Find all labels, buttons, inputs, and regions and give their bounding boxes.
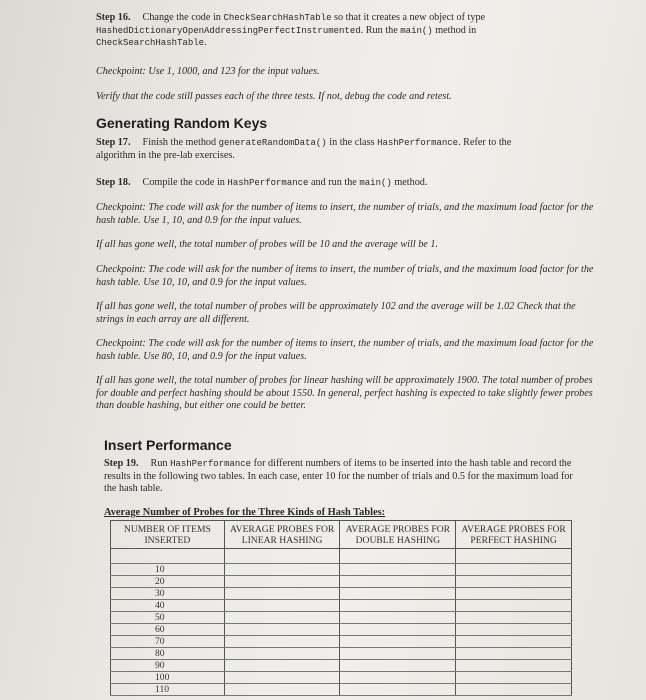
- perfect-cell[interactable]: [456, 576, 572, 588]
- double-cell[interactable]: [340, 660, 456, 672]
- table-row: [111, 660, 572, 672]
- table-header-row: [111, 521, 572, 549]
- double-cell[interactable]: [340, 684, 456, 696]
- step-19-label: Step 19.: [104, 458, 139, 469]
- table-row: [111, 576, 572, 588]
- items-cell: 90: [111, 660, 225, 672]
- section-heading-insert-performance: Insert Performance: [104, 437, 232, 453]
- double-cell[interactable]: [340, 600, 456, 612]
- step-16-text-1: Change the code in: [142, 12, 224, 23]
- step-16-text-2: so that it creates a new object of type: [331, 12, 486, 23]
- items-cell: 100: [111, 672, 225, 684]
- perfect-cell[interactable]: [456, 600, 572, 612]
- step-18-text-1: Compile the code in: [142, 177, 228, 188]
- double-cell[interactable]: [340, 636, 456, 648]
- items-cell: 40: [111, 600, 225, 612]
- items-cell: 70: [111, 636, 225, 648]
- perfect-cell[interactable]: [456, 660, 572, 672]
- perfect-cell[interactable]: [456, 588, 572, 600]
- step-16-code-4: CheckSearchHashTable: [96, 38, 205, 49]
- table-row: [111, 564, 572, 576]
- section-heading-random-keys: Generating Random Keys: [96, 115, 268, 131]
- perfect-cell[interactable]: [456, 624, 572, 636]
- double-cell[interactable]: [340, 588, 456, 600]
- items-cell: 60: [111, 624, 225, 636]
- step-16-checkpoint: Checkpoint: Use 1, 1000, and 123 for the input values.: [96, 66, 320, 77]
- items-cell: 10: [111, 564, 225, 576]
- table-row: [111, 684, 572, 696]
- perfect-cell[interactable]: [456, 636, 572, 648]
- probes-table: [110, 520, 572, 696]
- checkpoint-2: Checkpoint: The code will ask for the number of items to insert, the number of trials, and the maximum load factor for the hash table. Use 10, 10, and 0.9 for the input values.: [96, 264, 594, 288]
- checkpoint-1: Checkpoint: The code will ask for the number of items to insert, the number of trials, and the maximum load factor for the hash table. Use 1, 10, and 0.9 for the input values.: [96, 202, 594, 226]
- step-16-text-4: method in: [432, 24, 477, 36]
- linear-cell[interactable]: [224, 576, 340, 588]
- step-17-text-3: . Refer to the: [458, 137, 512, 148]
- step-19-text-2: for different numbers of items to be inserted into the hash table and record the results in the following two tables. In each case, enter 10 for the number of trials and 0.5 for the maximum load for the hash table.: [104, 458, 573, 495]
- step-16: [96, 12, 596, 50]
- step-18-text-2: and run the: [308, 177, 360, 188]
- items-cell: 20: [111, 576, 225, 588]
- header-number-of-items: NUMBER OF ITEMS INSERTED: [111, 521, 225, 549]
- linear-cell[interactable]: [224, 588, 340, 600]
- checkpoint-3: Checkpoint: The code will ask for the number of items to insert, the number of trials, and the maximum load factor for the hash table. Use 80, 10, and 0.9 for the input values.: [96, 338, 594, 362]
- table-row: [111, 624, 572, 636]
- linear-cell[interactable]: [224, 636, 340, 648]
- items-cell: 80: [111, 648, 225, 660]
- double-cell[interactable]: [340, 612, 456, 624]
- perfect-cell[interactable]: [456, 564, 572, 576]
- linear-cell[interactable]: [224, 684, 340, 696]
- step-17-code-2: HashPerformance: [377, 138, 459, 148]
- step-16-code-3: main(): [400, 25, 433, 36]
- step-19: [104, 458, 584, 496]
- step-17: [96, 137, 596, 162]
- step-18-code-1: HashPerformance: [227, 178, 309, 188]
- header-perfect-hashing: AVERAGE PROBES FOR PERFECT HASHING: [456, 521, 572, 549]
- items-cell: 50: [111, 612, 225, 624]
- step-17-code-1: generateRandomData(): [218, 138, 327, 148]
- table-row: [111, 672, 572, 684]
- linear-cell[interactable]: [224, 672, 340, 684]
- linear-cell[interactable]: [224, 612, 340, 624]
- step-16-text-3: . Run the: [360, 24, 401, 36]
- perfect-cell[interactable]: [456, 672, 572, 684]
- step-16-text-5: .: [204, 37, 207, 49]
- linear-cell[interactable]: [224, 564, 340, 576]
- linear-cell[interactable]: [224, 624, 340, 636]
- double-cell[interactable]: [340, 564, 456, 576]
- step-16-verify: Verify that the code still passes each of the three tests. If not, debug the code and retest.: [96, 91, 452, 102]
- step-16-label: Step 16.: [96, 12, 131, 23]
- step-18-text-3: method.: [391, 177, 428, 188]
- table-spacer-row: [111, 549, 572, 564]
- step-17-text-1: Finish the method: [142, 137, 219, 148]
- step-17-text-4: algorithm in the pre-lab exercises.: [96, 149, 235, 161]
- header-double-hashing: AVERAGE PROBES FOR DOUBLE HASHING: [340, 521, 456, 549]
- table-row: [111, 612, 572, 624]
- step-19-code-1: HashPerformance: [170, 459, 252, 469]
- step-16-code-1: CheckSearchHashTable: [223, 13, 332, 23]
- step-17-text-2: in the class: [326, 137, 378, 148]
- step-18-label: Step 18.: [96, 177, 131, 188]
- double-cell[interactable]: [340, 576, 456, 588]
- double-cell[interactable]: [340, 624, 456, 636]
- table-row: [111, 648, 572, 660]
- table-row: [111, 600, 572, 612]
- header-linear-hashing: AVERAGE PROBES FOR LINEAR HASHING: [224, 521, 340, 549]
- items-cell: 30: [111, 588, 225, 600]
- perfect-cell[interactable]: [456, 612, 572, 624]
- step-17-label: Step 17.: [96, 137, 131, 148]
- linear-cell[interactable]: [224, 660, 340, 672]
- result-1: If all has gone well, the total number of probes will be 10 and the average will be 1.: [96, 239, 438, 250]
- table-row: [111, 636, 572, 648]
- table-row: [111, 588, 572, 600]
- perfect-cell[interactable]: [456, 684, 572, 696]
- step-18: [96, 177, 596, 190]
- perfect-cell[interactable]: [456, 648, 572, 660]
- items-cell: 110: [111, 684, 225, 696]
- result-2: If all has gone well, the total number of probes will be approximately 102 and the average will be 1.02 Check that the strings in each array are all different.: [96, 301, 576, 325]
- step-19-text-1: Run: [150, 458, 171, 469]
- result-3: If all has gone well, the total number of probes for linear hashing will be approximately 1900. The total number of probes for double and perfect hashing should be about 1550. In general, perfect hashing is expected to take slightly fewer probes than double hashing, but either one could be better.: [96, 375, 593, 412]
- step-16-code-2: HashedDictionaryOpenAddressingPerfectInstrumented: [96, 25, 361, 36]
- step-18-code-2: main(): [359, 178, 392, 188]
- linear-cell[interactable]: [224, 648, 340, 660]
- double-cell[interactable]: [340, 672, 456, 684]
- linear-cell[interactable]: [224, 600, 340, 612]
- double-cell[interactable]: [340, 648, 456, 660]
- table-title: Average Number of Probes for the Three Kinds of Hash Tables:: [104, 507, 386, 518]
